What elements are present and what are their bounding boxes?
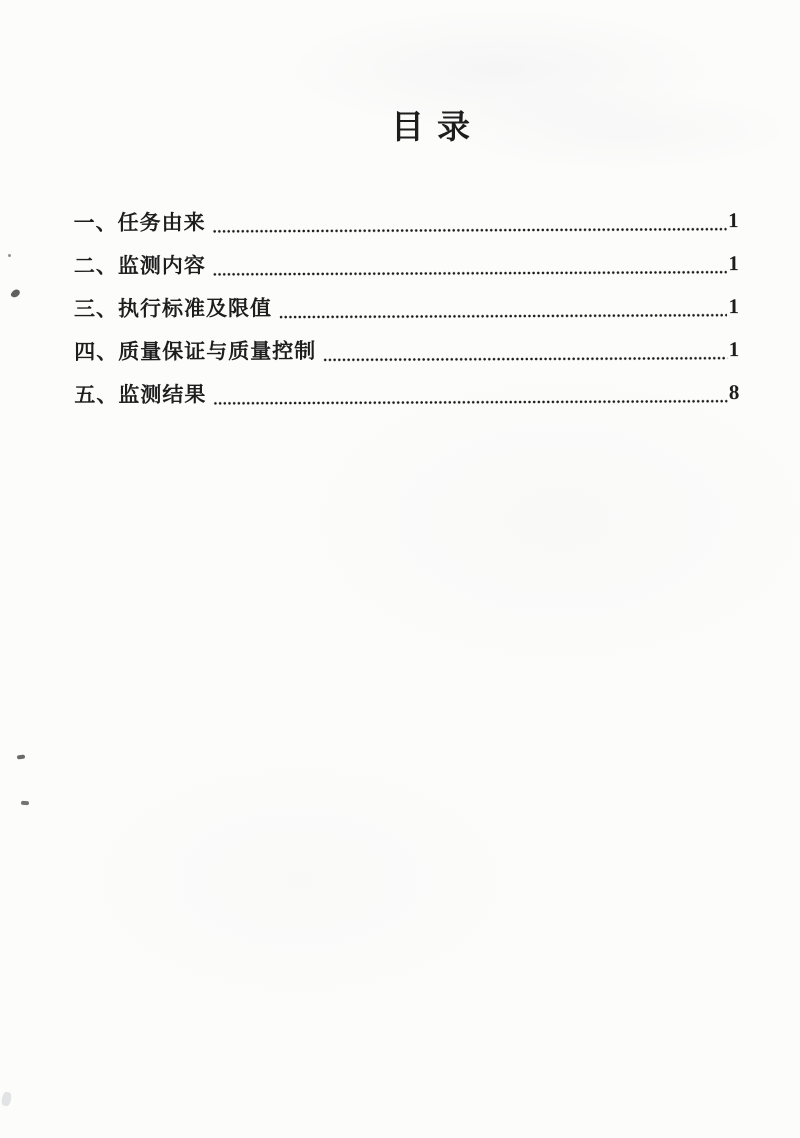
toc-entry xyxy=(74,242,739,288)
toc-entry-label: 四、质量保证与质量控制 xyxy=(74,339,317,364)
dot-leader xyxy=(213,227,727,233)
dot-leader xyxy=(279,313,727,319)
toc-page-number: 8 xyxy=(728,380,740,405)
scan-speck xyxy=(17,754,25,759)
toc-page-number: 1 xyxy=(728,294,740,319)
toc-entry-label: 三、执行标准及限值 xyxy=(73,297,273,321)
scan-speck xyxy=(10,288,21,299)
toc-entry-label: 一、任务由来 xyxy=(73,211,206,236)
toc-entry xyxy=(74,285,739,331)
toc-entry xyxy=(74,371,739,417)
page-title: 目录 xyxy=(391,110,483,146)
dot-leader xyxy=(323,356,727,362)
toc-entry-label: 五、监测结果 xyxy=(74,383,207,407)
scan-speck xyxy=(21,801,29,806)
scan-speck xyxy=(1,1091,13,1107)
toc-page-number: 1 xyxy=(728,337,740,362)
toc-page-number: 1 xyxy=(728,251,739,276)
dot-leader xyxy=(213,399,727,405)
toc-entry xyxy=(74,199,739,245)
toc-entry xyxy=(74,328,739,374)
table-of-contents xyxy=(74,199,740,417)
scan-speck xyxy=(8,254,11,257)
toc-page-number: 1 xyxy=(728,208,739,233)
dot-leader xyxy=(213,270,727,276)
toc-entry-label: 二、监测内容 xyxy=(73,254,206,279)
